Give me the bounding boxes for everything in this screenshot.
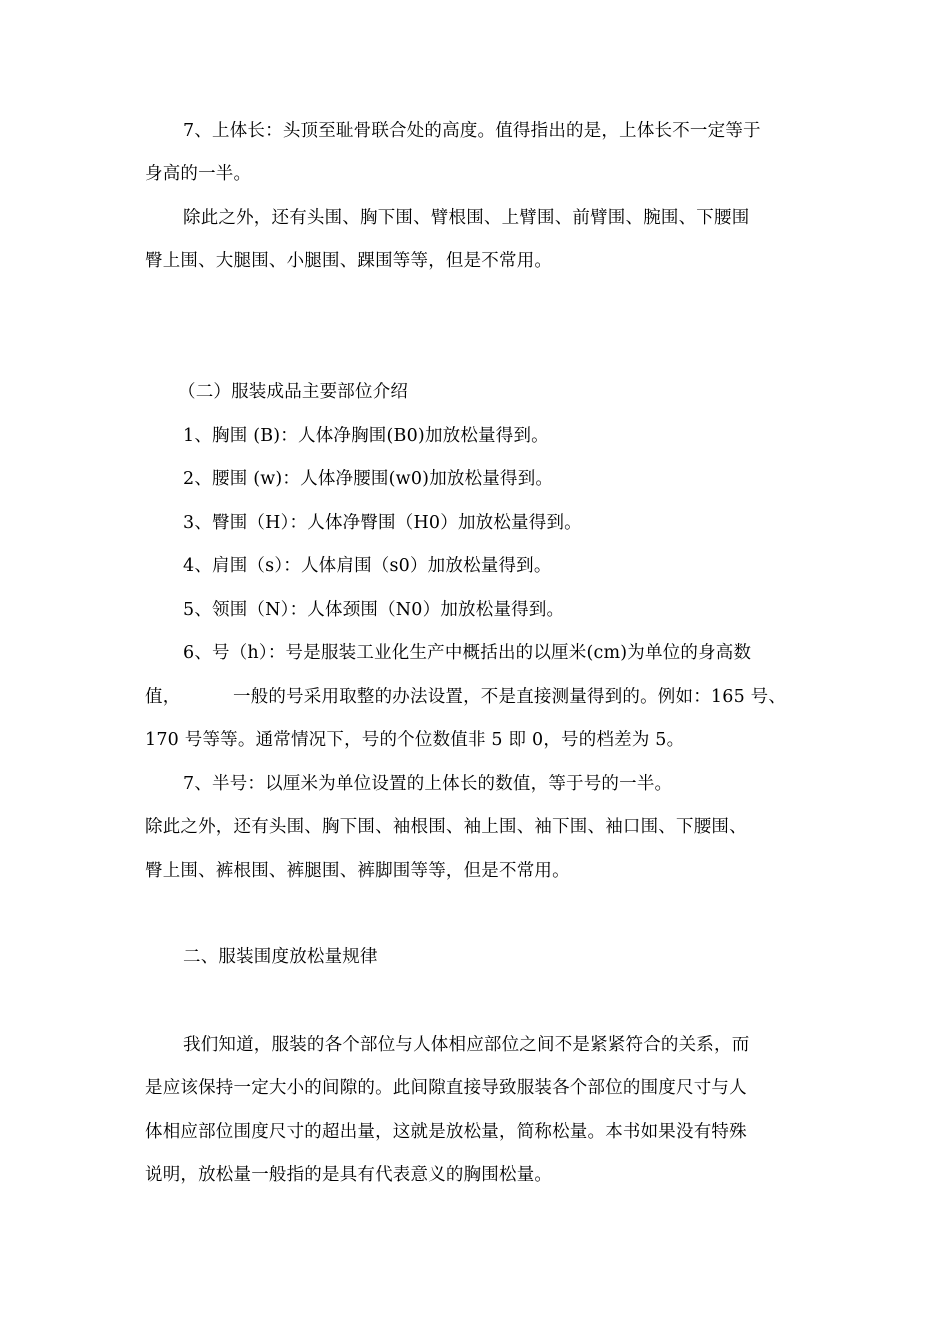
ease-paragraph-line-1: 我们知道，服装的各个部位与人体相应部位之间不是紧紧符合的关系，而	[183, 1035, 750, 1055]
size-number-line-3: 170 号等等。通常情况下，号的个位数值非 5 即 0，号的档差为 5。	[145, 730, 685, 750]
upper-body-length-line-2: 身高的一半。	[145, 164, 252, 184]
other-garment-parts-line-2: 臀上围、裤根围、裤腿围、裤脚围等等，但是不常用。	[145, 861, 570, 881]
ease-paragraph-line-2: 是应该保持一定大小的间隙的。此间隙直接导致服装各个部位的围度尺寸与人	[145, 1078, 747, 1098]
list-item-chest: 1、胸围 (B)：人体净胸围(B0)加放松量得到。	[183, 426, 549, 446]
list-item-shoulder: 4、肩围（s）：人体肩围（s0）加放松量得到。	[183, 556, 552, 576]
list-item-hip: 3、臀围（H）：人体净臀围（H0）加放松量得到。	[183, 513, 582, 533]
list-item-waist: 2、腰围 (w)：人体净腰围(w0)加放松量得到。	[183, 469, 554, 489]
list-item-collar: 5、领围（N）：人体颈围（N0）加放松量得到。	[183, 600, 565, 620]
other-measurements-line-2: 臀上围、大腿围、小腿围、踝围等等，但是不常用。	[145, 251, 553, 271]
other-measurements-line-1: 除此之外，还有头围、胸下围、臂根围、上臂围、前臂围、腕围、下腰围	[183, 208, 750, 228]
size-number-line-2a: 值，	[145, 687, 181, 707]
upper-body-length-line-1: 7、上体长：头顶至耻骨联合处的高度。值得指出的是，上体长不一定等于	[183, 121, 761, 141]
section-heading-ease-allowance: 二、服装围度放松量规律	[183, 947, 378, 967]
section-heading-garment-parts: （二）服装成品主要部位介绍	[178, 382, 409, 402]
size-number-line-1: 6、号（h）：号是服装工业化生产中概括出的以厘米(cm)为单位的身高数	[183, 643, 752, 663]
half-size-line: 7、半号：以厘米为单位设置的上体长的数值，等于号的一半。	[183, 774, 673, 794]
size-number-line-2b: 一般的号采用取整的办法设置，不是直接测量得到的。例如：165 号、	[233, 687, 787, 707]
ease-paragraph-line-4: 说明，放松量一般指的是具有代表意义的胸围松量。	[145, 1165, 553, 1185]
ease-paragraph-line-3: 体相应部位围度尺寸的超出量，这就是放松量，简称松量。本书如果没有特殊	[145, 1122, 747, 1142]
other-garment-parts-line-1: 除此之外，还有头围、胸下围、袖根围、袖上围、袖下围、袖口围、下腰围、	[145, 817, 747, 837]
